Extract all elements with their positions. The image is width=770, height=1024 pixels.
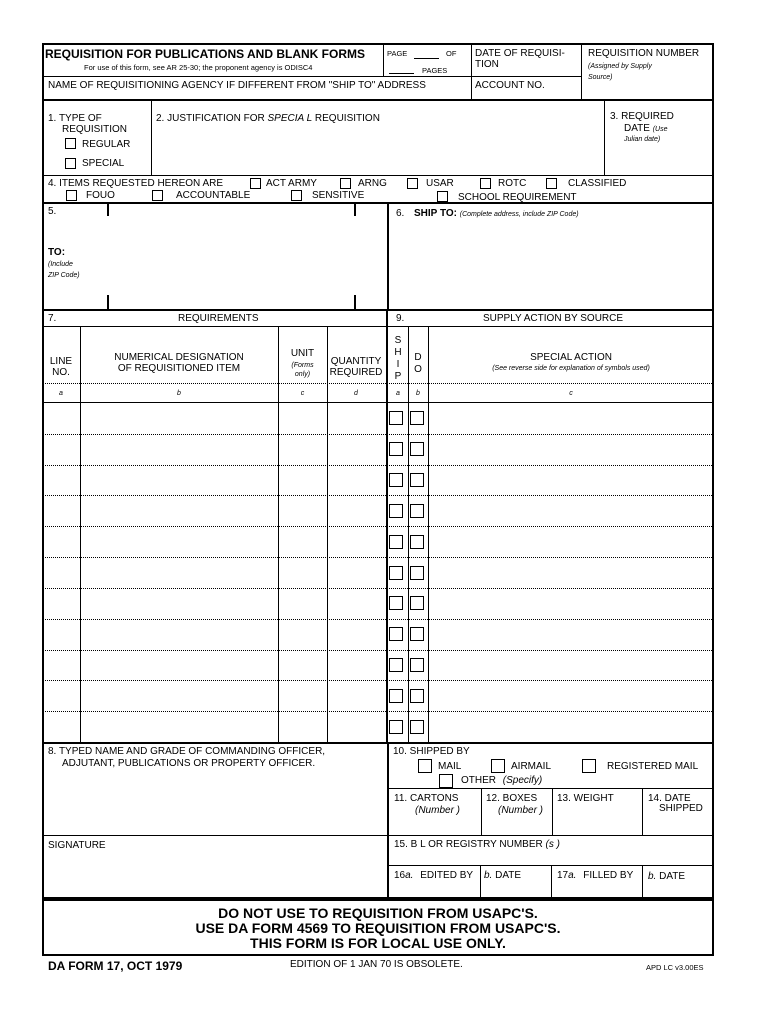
cartons-note: (Number ) [415, 805, 461, 816]
edited-by-label: 16a. EDITED BY [394, 870, 474, 881]
line-no-cell[interactable] [42, 434, 80, 465]
rotc-checkbox[interactable] [480, 178, 491, 189]
registered-mail-checkbox[interactable] [582, 759, 596, 773]
pages-label: PAGES [422, 66, 448, 75]
classified-checkbox[interactable] [546, 178, 557, 189]
act-army-checkbox[interactable] [250, 178, 261, 189]
line-no-header: LINE NO. [49, 356, 73, 378]
notice-line-2: USE DA FORM 4569 TO REQUISITION FROM USAPC'S. [195, 920, 561, 936]
arng-label: ARNG [358, 178, 387, 189]
special-label: SPECIAL [82, 158, 125, 169]
airmail-label: AIRMAIL [511, 761, 552, 772]
do-checkbox[interactable] [410, 720, 424, 734]
do-checkbox[interactable] [410, 627, 424, 641]
ship-checkbox[interactable] [389, 411, 403, 425]
unit-header: UNIT [290, 348, 315, 359]
designation-cell[interactable] [80, 434, 278, 465]
ship-checkbox[interactable] [389, 627, 403, 641]
section-6-label: 6. [396, 208, 405, 219]
of-label: OF [446, 49, 457, 58]
do-checkbox[interactable] [410, 473, 424, 487]
accountable-label: ACCOUNTABLE [176, 190, 251, 201]
table-row[interactable] [42, 619, 714, 650]
justification-field[interactable] [162, 127, 602, 175]
rotc-label: ROTC [498, 178, 527, 189]
do-checkbox[interactable] [410, 689, 424, 703]
registered-mail-label: REGISTERED MAIL [607, 761, 699, 772]
section-5-label: 5. [48, 206, 57, 217]
requisition-form [42, 43, 714, 1001]
do-checkbox[interactable] [410, 504, 424, 518]
ship-checkbox[interactable] [389, 504, 403, 518]
bl-registry-label: 15. B L OR REGISTRY NUMBER (s ) [394, 839, 560, 850]
quantity-cell[interactable] [327, 619, 385, 650]
col-9b-label: b [416, 390, 420, 397]
usar-checkbox[interactable] [407, 178, 418, 189]
special-action-cell[interactable] [428, 403, 714, 434]
justification-label: 2. JUSTIFICATION FOR SPECIA L REQUISITION [156, 113, 380, 124]
table-row[interactable] [42, 465, 714, 496]
usar-label: USAR [426, 178, 454, 189]
designation-cell[interactable] [80, 495, 278, 526]
special-action-cell[interactable] [428, 495, 714, 526]
table-row[interactable] [42, 403, 714, 434]
regular-checkbox[interactable] [65, 138, 76, 149]
table-row[interactable] [42, 650, 714, 681]
unit-cell[interactable] [278, 526, 327, 557]
ship-to-label: SHIP TO: (Complete address, include ZIP Code) [414, 208, 579, 219]
form-id: DA FORM 17, OCT 1979 [48, 959, 183, 973]
officer-label-2: ADJUTANT, PUBLICATIONS OR PROPERTY OFFICER. [62, 758, 316, 769]
line-no-cell[interactable] [42, 403, 80, 434]
page-label: PAGE [387, 49, 408, 58]
col-c-label: c [300, 390, 305, 397]
unit-cell[interactable] [278, 495, 327, 526]
sensitive-label: SENSITIVE [312, 190, 365, 201]
requisition-number-note-2: Source) [588, 74, 613, 81]
quantity-cell[interactable] [327, 588, 385, 619]
unit-note: (Forms only) [291, 362, 314, 378]
page-number-field[interactable] [414, 58, 439, 59]
ship-checkbox[interactable] [389, 442, 403, 456]
fouo-checkbox[interactable] [66, 190, 77, 201]
quantity-cell[interactable] [327, 495, 385, 526]
officer-name-field[interactable] [48, 773, 378, 833]
to-note: (Include [48, 261, 73, 268]
requirements-heading: REQUIREMENTS [178, 313, 259, 324]
date-of-requisition-label: DATE OF REQUISI- [475, 48, 565, 59]
section-7-label: 7. [48, 313, 57, 324]
notice-line-1: DO NOT USE TO REQUISITION FROM USAPC'S. [218, 905, 538, 921]
section-9-label: 9. [396, 313, 405, 324]
unit-cell[interactable] [278, 403, 327, 434]
designation-cell[interactable] [80, 650, 278, 681]
table-row[interactable] [42, 588, 714, 619]
required-date-label: 3. REQUIRED [610, 111, 674, 122]
classified-label: CLASSIFIED [568, 178, 627, 189]
version-label: APD LC v3.00ES [646, 963, 704, 972]
other-checkbox[interactable] [439, 774, 453, 788]
officer-label: 8. TYPED NAME AND GRADE OF COMMANDING OFFICER, [48, 746, 326, 757]
supply-action-heading: SUPPLY ACTION BY SOURCE [483, 313, 624, 324]
special-action-note: (See reverse side for explanation of symbols used) [492, 365, 650, 372]
designation-cell[interactable] [80, 557, 278, 588]
special-action-cell[interactable] [428, 465, 714, 496]
accountable-checkbox[interactable] [152, 190, 163, 201]
ship-checkbox[interactable] [389, 596, 403, 610]
do-checkbox[interactable] [410, 411, 424, 425]
line-no-cell[interactable] [42, 650, 80, 681]
special-action-cell[interactable] [428, 557, 714, 588]
quantity-cell[interactable] [327, 650, 385, 681]
type-requisition-label-2: REQUISITION [62, 124, 128, 135]
to-label: TO: [48, 247, 66, 258]
special-action-cell[interactable] [428, 526, 714, 557]
signature-label: SIGNATURE [48, 840, 106, 851]
unit-cell[interactable] [278, 557, 327, 588]
designation-cell[interactable] [80, 711, 278, 742]
line-no-cell[interactable] [42, 680, 80, 711]
col-9a-label: a [396, 390, 400, 397]
line-no-cell[interactable] [42, 711, 80, 742]
special-action-header: SPECIAL ACTION [530, 352, 612, 363]
special-action-cell[interactable] [428, 588, 714, 619]
school-requirement-label: SCHOOL REQUIREMENT [458, 192, 577, 203]
do-header: D O [414, 352, 422, 375]
table-row[interactable] [42, 434, 714, 465]
ship-checkbox[interactable] [389, 689, 403, 703]
quantity-cell[interactable] [327, 434, 385, 465]
date-shipped-label: 14. DATE [648, 793, 691, 804]
col-a-label: a [59, 390, 63, 397]
special-action-cell[interactable] [428, 650, 714, 681]
ship-checkbox[interactable] [389, 566, 403, 580]
do-checkbox[interactable] [410, 535, 424, 549]
airmail-checkbox[interactable] [491, 759, 505, 773]
to-address-field[interactable] [112, 223, 382, 303]
pages-number-field[interactable] [389, 73, 414, 74]
cartons-label: 11. CARTONS [394, 793, 459, 804]
special-checkbox[interactable] [65, 158, 76, 169]
designation-cell[interactable] [80, 619, 278, 650]
quantity-cell[interactable] [327, 680, 385, 711]
items-requested-label: 4. ITEMS REQUESTED HEREON ARE [48, 178, 224, 189]
unit-cell[interactable] [278, 619, 327, 650]
quantity-cell[interactable] [327, 526, 385, 557]
arng-checkbox[interactable] [340, 178, 351, 189]
designation-cell[interactable] [80, 526, 278, 557]
do-checkbox[interactable] [410, 442, 424, 456]
requisition-number-note: (Assigned by Supply [588, 63, 652, 70]
to-note-2: ZIP Code) [48, 272, 80, 279]
do-checkbox[interactable] [410, 596, 424, 610]
ship-checkbox[interactable] [389, 720, 403, 734]
other-label: OTHER (Specify) [461, 775, 543, 786]
quantity-cell[interactable] [327, 465, 385, 496]
quantity-header: QUANTITY REQUIRED [329, 356, 383, 378]
line-no-cell[interactable] [42, 588, 80, 619]
special-action-cell[interactable] [428, 680, 714, 711]
date-shipped-label-2: SHIPPED [659, 803, 703, 814]
shipped-by-label: 10. SHIPPED BY [393, 746, 470, 757]
unit-cell[interactable] [278, 588, 327, 619]
table-row[interactable] [42, 557, 714, 588]
special-action-cell[interactable] [428, 711, 714, 742]
line-no-cell[interactable] [42, 526, 80, 557]
ship-checkbox[interactable] [389, 473, 403, 487]
unit-cell[interactable] [278, 434, 327, 465]
mail-label: MAIL [438, 761, 462, 772]
col-d-label: d [354, 390, 358, 397]
ship-checkbox[interactable] [389, 658, 403, 672]
agency-label: NAME OF REQUISITIONING AGENCY IF DIFFERENT FROM "SHIP TO" ADDRESS [48, 80, 426, 91]
unit-cell[interactable] [278, 711, 327, 742]
ship-to-address-field[interactable] [402, 225, 702, 305]
table-row[interactable] [42, 711, 714, 742]
filled-by-label: 17a. FILLED BY [557, 870, 634, 881]
designation-cell[interactable] [80, 680, 278, 711]
fouo-label: FOUO [86, 190, 115, 201]
quantity-cell[interactable] [327, 403, 385, 434]
account-no-label: ACCOUNT NO. [475, 80, 545, 91]
boxes-label: 12. BOXES [486, 793, 538, 804]
designation-cell[interactable] [80, 588, 278, 619]
numerical-designation-header: NUMERICAL DESIGNATION OF REQUISITIONED ITEM [114, 352, 244, 374]
sensitive-checkbox[interactable] [291, 190, 302, 201]
table-row[interactable] [42, 495, 714, 526]
type-requisition-label: 1. TYPE OF [48, 113, 102, 124]
table-row[interactable] [42, 526, 714, 557]
designation-cell[interactable] [80, 465, 278, 496]
form-subtitle: For use of this form, see AR 25-30; the proponent agency is ODISC4 [84, 63, 313, 72]
boxes-note: (Number ) [498, 805, 544, 816]
required-date-label-2: DATE (Use [624, 123, 668, 134]
unit-cell[interactable] [278, 465, 327, 496]
required-date-note: Julian date) [624, 136, 661, 143]
line-no-cell[interactable] [42, 619, 80, 650]
regular-label: REGULAR [82, 139, 131, 150]
quantity-cell[interactable] [327, 557, 385, 588]
edition-note: EDITION OF 1 JAN 70 IS OBSOLETE. [290, 959, 463, 970]
line-no-cell[interactable] [42, 557, 80, 588]
col-b-label: b [177, 390, 181, 397]
edited-date-label: b. DATE [484, 870, 522, 881]
do-checkbox[interactable] [410, 658, 424, 672]
ship-checkbox[interactable] [389, 535, 403, 549]
date-of-requisition-label-2: TION [475, 59, 499, 70]
unit-cell[interactable] [278, 650, 327, 681]
weight-label: 13. WEIGHT [557, 793, 614, 804]
line-no-cell[interactable] [42, 465, 80, 496]
unit-cell[interactable] [278, 680, 327, 711]
col-9c-label: c [569, 390, 573, 397]
act-army-label: ACT ARMY [266, 178, 317, 189]
mail-checkbox[interactable] [418, 759, 432, 773]
table-row[interactable] [42, 680, 714, 711]
requisition-number-label: REQUISITION NUMBER [588, 48, 700, 59]
school-requirement-checkbox[interactable] [437, 191, 448, 202]
form-title: REQUISITION FOR PUBLICATIONS AND BLANK FORMS [45, 47, 365, 61]
ship-header: S H I P [394, 335, 402, 382]
designation-cell[interactable] [80, 403, 278, 434]
signature-field[interactable] [48, 855, 378, 895]
do-checkbox[interactable] [410, 566, 424, 580]
special-action-cell[interactable] [428, 619, 714, 650]
notice-line-3: THIS FORM IS FOR LOCAL USE ONLY. [250, 935, 506, 951]
special-action-cell[interactable] [428, 434, 714, 465]
line-no-cell[interactable] [42, 495, 80, 526]
filled-date-label: b. DATE [648, 871, 686, 882]
quantity-cell[interactable] [327, 711, 385, 742]
